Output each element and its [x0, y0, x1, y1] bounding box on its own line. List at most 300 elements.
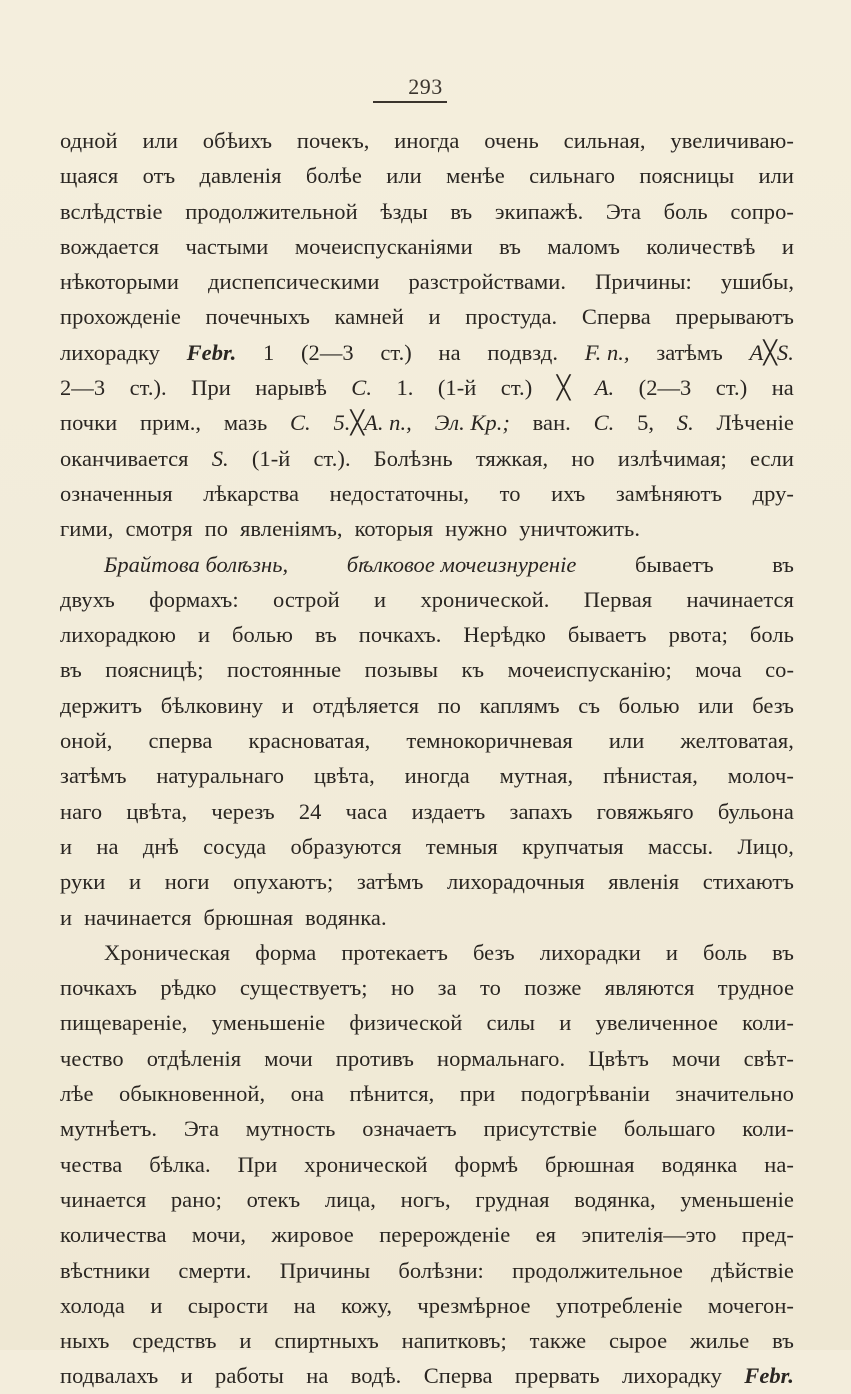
word: мазь — [223, 410, 268, 436]
word: физической — [349, 1010, 463, 1036]
word: диспепсическими — [208, 269, 380, 295]
word: мочегон- — [707, 1292, 794, 1318]
text-line — [60, 1323, 794, 1358]
word: крупчатыя — [522, 833, 624, 859]
word: но — [390, 975, 415, 1001]
word: обыкновенной, — [119, 1081, 266, 1107]
word: бѣлковину — [160, 692, 264, 718]
word: мочи, — [191, 1222, 247, 1248]
word: красноватая, — [248, 728, 371, 754]
word: отъ — [142, 163, 176, 189]
word: со- — [765, 657, 794, 683]
word: острой — [272, 586, 340, 612]
word: и — [665, 939, 678, 965]
word: протекаетъ — [341, 939, 448, 965]
word: она — [290, 1081, 325, 1107]
word: и — [60, 833, 73, 859]
word: означаетъ — [362, 1116, 457, 1142]
word: прохожденіе — [60, 304, 181, 330]
word: затѣмъ — [60, 763, 127, 789]
word: издаетъ — [411, 798, 486, 824]
word: употребленіе — [555, 1292, 683, 1318]
word: простуда. — [465, 304, 558, 330]
word: почки — [60, 410, 118, 436]
text-line — [60, 1358, 794, 1393]
word: ван. — [532, 410, 571, 436]
text-line — [60, 299, 794, 334]
text-line — [60, 194, 794, 229]
word: и — [197, 622, 211, 648]
word: формахъ: — [149, 586, 239, 612]
text-line — [60, 1076, 794, 1111]
word: мутность — [245, 1116, 336, 1142]
word: то — [499, 480, 521, 506]
text-line — [60, 335, 794, 370]
word: пѣнистая, — [603, 763, 698, 789]
word: цвѣта, — [313, 763, 375, 789]
word: боль — [749, 622, 794, 648]
word: иногда — [394, 128, 460, 153]
word: прерываютъ — [675, 304, 794, 330]
word: или — [758, 163, 794, 189]
word: ст.) — [380, 339, 412, 365]
word: которыя — [354, 516, 434, 542]
text-line — [60, 794, 794, 829]
word: цвѣта, — [126, 798, 188, 824]
word: продолжительной — [185, 198, 358, 224]
word: При — [237, 1151, 278, 1177]
word: съ — [578, 692, 601, 718]
word: холода — [60, 1292, 125, 1318]
word: лихорадку — [60, 339, 160, 365]
word: рѣдко — [160, 975, 217, 1001]
word: ѣзды — [380, 198, 428, 224]
word: образуются — [290, 833, 402, 859]
word: щаяся — [60, 163, 119, 189]
text-line — [60, 511, 794, 546]
word: и — [239, 1328, 252, 1354]
word: водѣ. — [350, 1363, 402, 1389]
word: и — [180, 1363, 193, 1389]
text-line — [60, 158, 794, 193]
word: въ — [60, 657, 82, 683]
word: днѣ — [142, 833, 179, 859]
word: отекъ — [246, 1186, 301, 1212]
word: говяжьяго — [596, 798, 694, 824]
word: (2—3 — [300, 339, 354, 365]
word: обѣихъ — [202, 128, 273, 153]
word: темнокоричневая — [406, 728, 573, 754]
word: ст.). — [313, 445, 351, 471]
word: Болѣзнь — [373, 445, 453, 471]
word: ст.). — [129, 375, 167, 401]
emphasis-word: S. — [676, 410, 694, 436]
word: на — [438, 339, 461, 365]
word: разстройствами. — [408, 269, 567, 295]
word: поясницы — [639, 163, 735, 189]
word: значительно — [675, 1081, 794, 1107]
word: брюшная — [203, 904, 294, 930]
page-number: 293 — [408, 74, 443, 99]
emphasis-word: Эл. Кр.; — [434, 410, 510, 436]
word: сосуда — [203, 833, 267, 859]
emphasis-word: C. — [351, 375, 373, 401]
word: камней — [334, 304, 404, 330]
word: къ — [461, 657, 485, 683]
emphasis-word: S. — [211, 445, 229, 471]
word: Причины: — [595, 269, 692, 295]
emphasis-word: C. — [290, 410, 311, 436]
word: ея — [535, 1222, 557, 1248]
text-line — [60, 652, 794, 687]
word: средствъ — [132, 1328, 217, 1354]
word: коли- — [742, 1010, 794, 1036]
word: сильнаго — [529, 163, 615, 189]
emphasis-word: A╳S. — [749, 339, 794, 365]
word: мочи — [672, 1045, 721, 1071]
word: наго — [60, 798, 103, 824]
word: ихъ — [551, 480, 586, 506]
text-line — [60, 1111, 794, 1146]
word: на — [771, 375, 794, 401]
word: и — [428, 304, 441, 330]
word: дру- — [752, 480, 794, 506]
word: чинается — [60, 1186, 147, 1212]
word: означенныя — [60, 480, 173, 506]
text-line — [60, 1005, 794, 1040]
word: Лѣченіе — [716, 410, 794, 436]
page-number-rule — [373, 101, 447, 103]
word: хронической. — [420, 586, 550, 612]
word: тяжкая, — [475, 445, 549, 471]
word: въ — [499, 233, 521, 259]
word: болью — [232, 622, 293, 648]
word: черезъ — [211, 798, 275, 824]
word: ныхъ — [60, 1328, 110, 1354]
word: отдѣленія — [146, 1045, 242, 1071]
word: Лицо, — [737, 833, 794, 859]
word: затѣмъ — [656, 339, 723, 365]
word: позже — [524, 975, 582, 1001]
word: экипажѣ. — [494, 198, 584, 224]
word: прервать — [514, 1363, 600, 1389]
word: давленія — [199, 163, 282, 189]
word: сырое — [609, 1328, 668, 1354]
word: желтоватая, — [680, 728, 794, 754]
word: и — [281, 692, 294, 718]
text-line — [60, 405, 794, 440]
emphasis-word: F. n., — [584, 339, 630, 365]
word: уменьшеніе — [680, 1186, 794, 1212]
word: начинается — [686, 586, 794, 612]
word: и — [150, 1292, 163, 1318]
word: ст.) — [715, 375, 748, 401]
word: каплямъ — [479, 692, 560, 718]
word: молоч- — [727, 763, 794, 789]
word: большаго — [623, 1116, 716, 1142]
emphasis-word: бѣлковое мочеизнуреніе — [346, 551, 577, 577]
word: перерожденіе — [379, 1222, 511, 1248]
word: въ — [772, 551, 794, 577]
word: нормальнаго. — [437, 1045, 566, 1071]
word: часа — [345, 798, 388, 824]
word: бываетъ — [634, 551, 714, 577]
text-line — [60, 970, 794, 1005]
word: натуральнаго — [156, 763, 285, 789]
word: ╳ — [556, 375, 571, 401]
word: 1. — [396, 375, 414, 401]
word: водянка. — [305, 904, 387, 930]
word: уничтожить. — [519, 516, 640, 542]
word: увеличиваю- — [670, 128, 794, 153]
word: держитъ — [60, 692, 143, 718]
word: подогрѣваніи — [520, 1081, 650, 1107]
word: ноги — [164, 869, 210, 895]
word: если — [749, 445, 794, 471]
word: на — [306, 1363, 329, 1389]
word: или — [386, 163, 422, 189]
word: вождается — [60, 233, 160, 259]
text-line — [60, 1041, 794, 1076]
word: лихорадку — [622, 1363, 722, 1389]
word: гими, — [60, 516, 114, 542]
word: очень — [484, 128, 539, 153]
word: въ — [450, 198, 473, 224]
word: нѣкоторыми — [60, 269, 179, 295]
emphasis-word: C. — [593, 410, 615, 436]
word: увеличенное — [595, 1010, 718, 1036]
word: рано; — [170, 1186, 222, 1212]
word: вслѣдствіе — [60, 198, 163, 224]
text-line — [60, 441, 794, 476]
word: темныя — [425, 833, 498, 859]
word: массы. — [648, 833, 714, 859]
word: и — [559, 1010, 572, 1036]
word: стихаютъ — [702, 869, 794, 895]
emphasis-word: 5.╳A. n., — [333, 410, 412, 436]
word: 1 — [262, 339, 275, 365]
text-line — [60, 723, 794, 758]
word: пред- — [741, 1222, 794, 1248]
word: ст.) — [500, 375, 533, 401]
word: лѣе — [60, 1081, 94, 1107]
text-line — [60, 370, 794, 405]
word: дѣйствіе — [711, 1257, 794, 1283]
word: при — [459, 1081, 496, 1107]
word: безъ — [752, 692, 794, 718]
word: иногда — [404, 763, 470, 789]
text-line — [60, 900, 794, 935]
word: то — [479, 975, 501, 1001]
word: болью — [618, 692, 680, 718]
word: вѣстники — [60, 1257, 151, 1283]
text-line — [60, 1288, 794, 1323]
word: мочеиспусканіями — [294, 233, 473, 259]
word: запахъ — [509, 798, 573, 824]
text-line — [60, 229, 794, 264]
word: сперва — [148, 728, 213, 754]
word: жировое — [271, 1222, 354, 1248]
word: затѣмъ — [356, 869, 424, 895]
word: 24 — [298, 798, 322, 824]
word: смерти. — [178, 1257, 252, 1283]
word: кожу, — [341, 1292, 392, 1318]
word: чества — [60, 1151, 123, 1177]
word: почкахъ. — [358, 622, 442, 648]
word: спиртныхъ — [274, 1328, 379, 1354]
word: или — [698, 692, 734, 718]
word: бульона — [717, 798, 794, 824]
word: бываетъ — [567, 622, 647, 648]
word: рвота; — [668, 622, 728, 648]
word: трудное — [717, 975, 794, 1001]
word: Эта — [183, 1116, 219, 1142]
word: замѣняютъ — [615, 480, 723, 506]
word: Сперва — [581, 304, 651, 330]
text-line — [60, 688, 794, 723]
word: ушибы, — [720, 269, 794, 295]
emphasis-word: A. — [594, 375, 615, 401]
word: сопро- — [730, 198, 794, 224]
word: по — [437, 692, 461, 718]
word: маломъ — [547, 233, 620, 259]
text-line — [60, 123, 794, 158]
word: почкахъ — [60, 975, 137, 1001]
word: и — [781, 233, 794, 259]
word: (1-й — [437, 375, 477, 401]
word: продолжительное — [512, 1257, 683, 1283]
word: силы — [486, 1010, 536, 1036]
word: являются — [604, 975, 695, 1001]
body-text — [60, 123, 794, 1394]
word: бѣлка. — [149, 1151, 211, 1177]
word: почекъ, — [296, 128, 370, 153]
word: хронической — [304, 1151, 428, 1177]
word: Нерѣдко — [463, 622, 546, 648]
word: лихорадочныя — [446, 869, 585, 895]
text-line — [60, 547, 794, 582]
word: нужно — [445, 516, 508, 542]
word: почечныхъ — [205, 304, 310, 330]
word: или — [142, 128, 178, 153]
word: подвалахъ — [60, 1363, 159, 1389]
word: или — [608, 728, 645, 754]
word: противъ — [335, 1045, 414, 1071]
word: нарывѣ — [255, 375, 327, 401]
word: пищевареніе, — [60, 1010, 188, 1036]
word: въ — [772, 1328, 794, 1354]
word: прим., — [139, 410, 202, 436]
word: количествѣ — [646, 233, 756, 259]
word: въ — [314, 622, 337, 648]
word: грудная — [475, 1186, 550, 1212]
word: болѣе — [305, 163, 362, 189]
word: мочеиспусканію; — [507, 657, 672, 683]
word: уменьшеніе — [211, 1010, 326, 1036]
text-line — [60, 864, 794, 899]
text-line — [60, 758, 794, 793]
word: Первая — [583, 586, 653, 612]
word: моча — [695, 657, 742, 683]
word: опухаютъ; — [233, 869, 334, 895]
word: начинается — [84, 904, 192, 930]
text-line — [60, 1147, 794, 1182]
word: чество — [60, 1045, 124, 1071]
word: коли- — [742, 1116, 794, 1142]
word: эпителія—это — [581, 1222, 717, 1248]
text-line — [60, 476, 794, 511]
word: лица, — [324, 1186, 376, 1212]
text-line — [60, 264, 794, 299]
word: водянка — [661, 1151, 738, 1177]
word: количества — [60, 1222, 167, 1248]
word: Причины — [279, 1257, 371, 1283]
word: мутная, — [499, 763, 574, 789]
word: на — [96, 833, 119, 859]
word: водянка, — [574, 1186, 656, 1212]
word: двухъ — [60, 586, 115, 612]
word: При — [191, 375, 231, 401]
text-line — [60, 1217, 794, 1252]
text-line — [60, 1182, 794, 1217]
word: за — [437, 975, 457, 1001]
word: безъ — [472, 939, 515, 965]
word: недостаточны, — [329, 480, 470, 506]
word: лихорадки — [539, 939, 641, 965]
word: лѣкарства — [203, 480, 300, 506]
word: постоянные — [226, 657, 342, 683]
emphasis-word: Брайтова болѣзнь, — [104, 551, 289, 577]
word: Эта — [605, 198, 642, 224]
emphasis-word: Febr. — [186, 339, 237, 365]
text-line — [60, 1253, 794, 1288]
word: свѣт- — [743, 1045, 794, 1071]
word: ногъ, — [400, 1186, 451, 1212]
word: явленіямъ, — [240, 516, 343, 542]
word: мочи — [264, 1045, 313, 1071]
word: смотря — [125, 516, 193, 542]
word: поясницѣ; — [105, 657, 204, 683]
word: и — [60, 904, 73, 930]
word: пѣнится, — [349, 1081, 435, 1107]
word: Цвѣтъ — [588, 1045, 649, 1071]
word: мутнѣетъ. — [60, 1116, 158, 1142]
word: менѣе — [446, 163, 505, 189]
word: Сперва — [423, 1363, 493, 1389]
word: на- — [764, 1151, 794, 1177]
text-line — [60, 582, 794, 617]
word: сырости — [187, 1292, 269, 1318]
word: формѣ — [454, 1151, 518, 1177]
word: (2—3 — [638, 375, 692, 401]
word: сильная, — [563, 128, 646, 153]
word: частыми — [185, 233, 269, 259]
word: оканчивается — [60, 445, 189, 471]
word: излѣчимая; — [617, 445, 727, 471]
word: болѣзни: — [398, 1257, 484, 1283]
word: и — [129, 869, 142, 895]
word: форма — [255, 939, 317, 965]
word: подвзд. — [487, 339, 559, 365]
text-line — [60, 829, 794, 864]
text-line — [60, 935, 794, 970]
word: на — [293, 1292, 316, 1318]
emphasis-word: Febr. — [744, 1363, 794, 1389]
word: напитковъ; — [401, 1328, 507, 1354]
word: лихорадкою — [60, 622, 176, 648]
text-line — [60, 617, 794, 652]
word: 5, — [637, 410, 655, 436]
